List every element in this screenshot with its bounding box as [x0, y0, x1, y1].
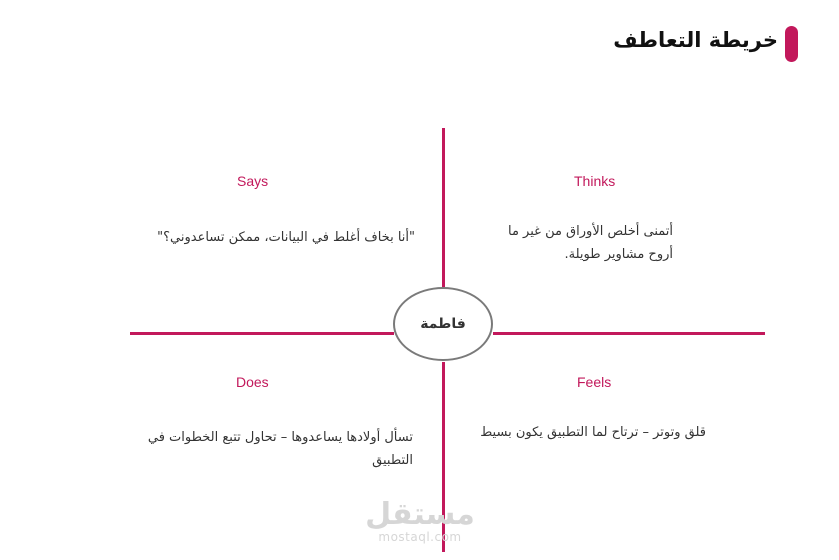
vertical-axis-top [442, 128, 445, 287]
does-text: تسأل أولادها يساعدوها – تحاول تتبع الخطوات في التطبيق [147, 430, 413, 468]
thinks-title: Thinks [574, 173, 616, 189]
watermark-logo: مستقل [365, 497, 475, 532]
says-title: Says [237, 173, 269, 189]
watermark-url: mostaql.com [378, 530, 462, 544]
horizontal-axis-right [493, 332, 765, 335]
title-accent-bar [785, 26, 798, 62]
says-text: "أنا بخاف أغلط في البيانات، ممكن تساعدوني؟" [157, 230, 415, 245]
does-title: Does [236, 374, 269, 390]
page-title: خريطة التعاطف [613, 28, 778, 52]
persona-name: فاطمة [420, 316, 466, 332]
feels-title: Feels [577, 374, 612, 390]
watermark [365, 497, 475, 544]
thinks-text: أتمنى أخلص الأوراق من غير ما أروح مشاوير طويلة. [507, 224, 673, 262]
feels-text: قلق وتوتر – ترتاح لما التطبيق يكون بسيط [480, 425, 706, 440]
persona-ellipse [393, 287, 493, 361]
horizontal-axis-left [130, 332, 394, 335]
